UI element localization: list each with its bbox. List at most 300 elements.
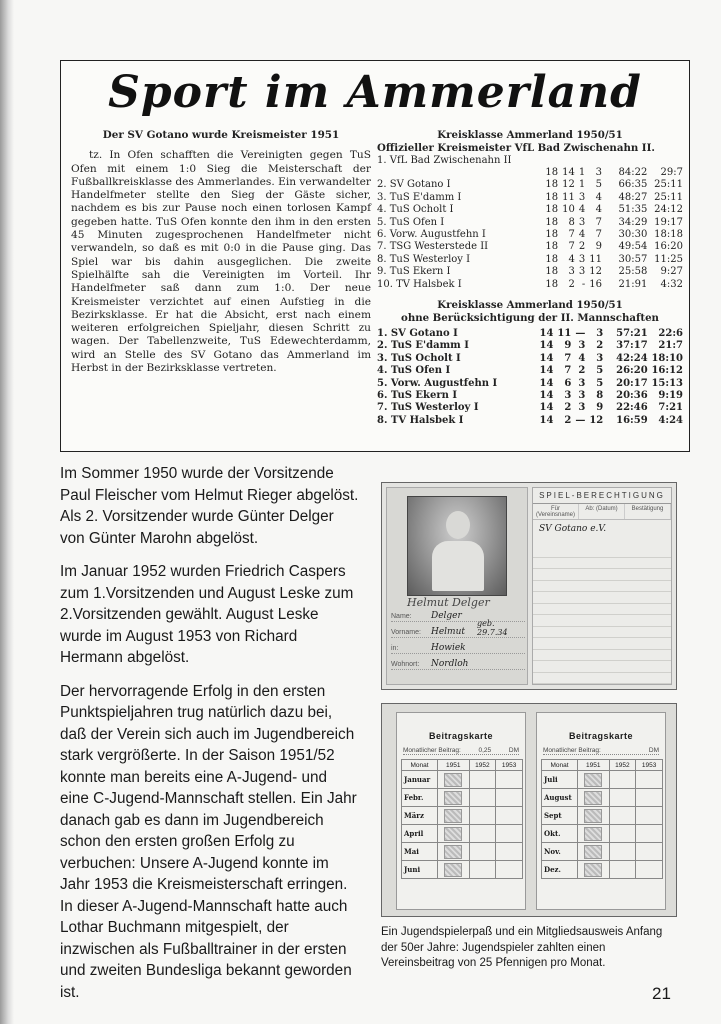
card-cell (578, 789, 610, 807)
card-month-row (402, 789, 523, 807)
goal-ratio: 25:58 (618, 266, 648, 278)
team-name: 1. SV Gotano I (377, 327, 458, 339)
draws (579, 155, 589, 167)
card-month-row (542, 807, 663, 825)
goal-ratio: 48:27 (618, 191, 648, 203)
team-name: 4. TuS Ocholt I (377, 204, 454, 216)
card-title: Beitragskarte (428, 731, 494, 741)
card-cell (609, 807, 636, 825)
team-name: 7. TSG Westerstede II (377, 241, 489, 253)
points: 15:13 (651, 377, 683, 389)
wins: 2 (568, 278, 575, 290)
body-paragraph-2: Im Januar 1952 wurden Friedrich Caspers zum 1.Vorsitzenden und August Leske zum 2.Vorsitzenden gewählt. August Leske wurde im August 1953 von Richard Hermann abgelöst. (60, 563, 354, 666)
table-row (377, 229, 683, 241)
table-row (377, 192, 683, 204)
pass-field-label: Name: (391, 613, 412, 620)
pass-field-label: Wohnort: (391, 661, 420, 668)
card-cell (469, 789, 496, 807)
eligibility-row (533, 592, 671, 604)
table-row (377, 402, 683, 414)
eligibility-row (533, 615, 671, 627)
card-fee-line (403, 747, 519, 755)
article-column (71, 129, 371, 375)
wins: 7 (568, 228, 575, 240)
card-cell (438, 789, 470, 807)
draws: 2 (578, 241, 586, 253)
losses (589, 155, 606, 167)
card-month: April (402, 825, 438, 843)
card-month-row (542, 771, 663, 789)
goal-ratio: 22:46 (616, 402, 648, 414)
card-cell (469, 825, 496, 843)
draws: 3 (578, 266, 586, 278)
card-month-row (402, 843, 523, 861)
contribution-stamp (584, 791, 602, 805)
games-played: 14 (539, 414, 554, 426)
goal-ratio: 57:21 (616, 327, 648, 339)
photo-caption: Ein Jugendspielerpaß und ein Mitgliedsausweis Anfang der 50er Jahre: Jugendspieler zahlten einen Vereinsbeitrag von 25 Pfennigen pro Monat. (381, 926, 663, 969)
losses: 11 (589, 253, 602, 265)
card-cell (469, 807, 496, 825)
wins: 4 (568, 253, 575, 265)
card-cell (496, 861, 523, 879)
body-paragraph-3: Der hervorragende Erfolg in den ersten Punktspieljahren trug natürlich dazu bei, daß der Verein sich auch im Jugendbereich stark vergrößerte. In der Saison 1951/52 konnte man bereits eine A-Jugend- und eine C-Jugend-Mannschaft stellen. Ein Jahr danach gab es dann im Jugendbereich schon den ersten großen Erfolg zu verbuchen: Unsere A-Jugend konnte im Jahr 1953 die Kreismeisterschaft erringen. In dieser A-Jugend-Mannschaft hatte auch Lothar Buchmann mitgespielt, der inzwischen als Fußballtrainer in der ersten und zweiten Bundesliga bekannt geworden ist. (60, 682, 357, 1001)
card-cell (636, 843, 663, 861)
card-month: Nov. (542, 843, 578, 861)
card-month-row (542, 843, 663, 861)
games-played: 18 (545, 216, 559, 228)
draws: 3 (578, 216, 586, 228)
wins: 2 (564, 402, 572, 414)
wins: 9 (564, 340, 572, 352)
league-tables-column (377, 129, 683, 427)
wins: 7 (564, 365, 572, 377)
points: 18:10 (651, 352, 683, 364)
points: 25:11 (654, 179, 683, 191)
card-year-header: 1953 (636, 760, 663, 771)
col-club: Für (Vereinsname) (533, 504, 579, 519)
card-month: März (402, 807, 438, 825)
team-name: 5. TuS Ofen I (377, 216, 445, 228)
card-cell (438, 825, 470, 843)
table-row (377, 241, 683, 253)
draws: — (575, 327, 586, 339)
team-name: 5. Vorw. Augustfehn I (377, 377, 498, 389)
card-cell (469, 843, 496, 861)
fee-label: Monatlicher Beitrag: (543, 747, 601, 754)
clipping-headline: Sport im Ammerland (108, 67, 642, 118)
losses: 5 (596, 377, 604, 389)
draws: 3 (578, 191, 586, 203)
draws: 3 (578, 402, 586, 414)
card-cell (496, 771, 523, 789)
points: 4:24 (658, 414, 683, 426)
table-row (377, 217, 683, 229)
pass-field-label: Vorname: (391, 629, 421, 636)
losses: 4 (595, 204, 602, 216)
table-row (377, 340, 683, 352)
losses: 5 (596, 365, 604, 377)
book-spine-shadow (0, 0, 14, 1024)
card-header-row (402, 760, 523, 771)
draws: - (581, 278, 586, 290)
eligibility-row (533, 604, 671, 616)
card-cell (578, 771, 610, 789)
draws: 3 (578, 340, 586, 352)
wins: 11 (557, 327, 572, 339)
points: 19:17 (654, 216, 683, 228)
pass-signature: Helmut Delger (407, 596, 490, 609)
card-cell (496, 843, 523, 861)
wins: 11 (562, 191, 575, 203)
table-row (377, 167, 683, 179)
points: 25:11 (654, 191, 683, 203)
draws: 3 (578, 377, 586, 389)
table1-title: Kreisklasse Ammerland 1950/51 (437, 129, 623, 141)
league-table-2 (377, 328, 683, 427)
team-name: 8. TV Halsbek I (377, 414, 464, 426)
card-right-table (541, 759, 663, 879)
games-played: 18 (545, 253, 559, 265)
card-month: Juni (402, 861, 438, 879)
contribution-card-left (396, 712, 526, 910)
newspaper-clipping (60, 60, 690, 452)
card-cell (496, 807, 523, 825)
contribution-stamp (584, 863, 602, 877)
draws: — (575, 414, 586, 426)
card-month: Dez. (542, 861, 578, 879)
losses: 7 (595, 216, 602, 228)
losses: 7 (595, 228, 602, 240)
card-year-header: 1952 (609, 760, 636, 771)
eligibility-row (533, 638, 671, 650)
goal-ratio: 66:35 (618, 179, 648, 191)
card-header-row (542, 760, 663, 771)
points: 18:18 (654, 228, 683, 240)
points: 16:12 (651, 365, 683, 377)
body-paragraph-1: Im Sommer 1950 wurde der Vorsitzende Paul Fleischer vom Helmut Rieger abgelöst. Als 2. Vorsitzender wurde Günter Delger von Günter Marohn abgelöst. (60, 465, 359, 547)
losses: 3 (596, 327, 604, 339)
card-year-header: 1952 (469, 760, 496, 771)
card-cell (636, 771, 663, 789)
body-text (60, 463, 360, 1015)
wins: 12 (562, 179, 575, 191)
goal-ratio: 49:54 (618, 241, 648, 253)
membership-cards-photo (381, 703, 677, 917)
wins: 14 (562, 166, 575, 178)
card-month: Mai (402, 843, 438, 861)
article-title: Der SV Gotano wurde Kreismeister 1951 (102, 129, 340, 141)
losses: 16 (589, 278, 602, 290)
contribution-stamp (444, 863, 462, 877)
card-month-header: Monat (402, 760, 438, 771)
wins: 10 (562, 204, 575, 216)
contribution-stamp (444, 791, 462, 805)
eligibility-entry: SV Gotano e.V. (539, 524, 607, 534)
fee-currency: DM (648, 747, 659, 754)
contribution-stamp (584, 773, 602, 787)
card-cell (469, 861, 496, 879)
player-portrait-photo (407, 496, 507, 596)
card-cell (578, 843, 610, 861)
draws: 4 (578, 352, 586, 364)
player-pass-photo (381, 482, 677, 690)
losses: 8 (596, 390, 604, 401)
card-cell (578, 825, 610, 843)
page-number: 21 (652, 984, 671, 1003)
pass-field-extra: geb. 29.7.34 (477, 619, 508, 637)
wins: 3 (564, 390, 572, 401)
losses: 9 (596, 402, 604, 414)
wins: 7 (564, 352, 572, 364)
losses: 3 (595, 166, 602, 178)
games-played: 18 (545, 228, 559, 240)
contribution-card-right (536, 712, 666, 910)
goal-ratio: 16:59 (616, 414, 648, 426)
card-month-row (402, 771, 523, 789)
card-cell (609, 843, 636, 861)
pass-field-label: in: (391, 645, 399, 652)
goal-ratio: 84:22 (618, 166, 648, 178)
losses: 9 (595, 241, 602, 253)
team-name: 10. TV Halsbek I (377, 278, 462, 290)
table-row (377, 179, 683, 191)
eligibility-row (533, 673, 671, 685)
contribution-stamp (444, 773, 462, 787)
team-name (377, 167, 545, 179)
goal-ratio: 34:29 (618, 216, 648, 228)
contribution-stamp (444, 827, 462, 841)
team-name: 3. TuS E'damm I (377, 191, 462, 203)
table-row (377, 390, 683, 402)
goal-ratio: 26:20 (616, 365, 648, 377)
card-month: Okt. (542, 825, 578, 843)
card-month-row (402, 807, 523, 825)
table-row (377, 279, 683, 291)
table1-subtitle: Offizieller Kreismeister VfL Bad Zwischenahn II. (377, 142, 655, 154)
table-row (377, 353, 683, 365)
card-cell (438, 807, 470, 825)
points: 7:21 (658, 402, 683, 414)
pass-id-page (386, 487, 528, 685)
eligibility-row (533, 627, 671, 639)
wins: 7 (568, 241, 575, 253)
card-month: Febr. (402, 789, 438, 807)
wins: 6 (564, 377, 572, 389)
card-month-row (542, 789, 663, 807)
card-cell (609, 771, 636, 789)
card-month-row (402, 861, 523, 879)
card-month-header: Monat (542, 760, 578, 771)
card-cell (636, 789, 663, 807)
card-month: Januar (402, 771, 438, 789)
card-year-header: 1951 (438, 760, 470, 771)
games-played (545, 155, 562, 167)
col-date: Ab: (Datum) (579, 504, 625, 519)
card-cell (609, 825, 636, 843)
card-cell (609, 789, 636, 807)
team-name: 2. TuS E'damm I (377, 340, 469, 352)
team-name: 9. TuS Ekern I (377, 266, 451, 278)
eligibility-row (533, 569, 671, 581)
eligibility-row (533, 558, 671, 570)
losses: 12 (589, 414, 604, 426)
table2-title: Kreisklasse Ammerland 1950/51 (437, 298, 623, 311)
team-name: 1. VfL Bad Zwischenahn II (377, 154, 512, 166)
card-fee-line (543, 747, 659, 755)
contribution-stamp (444, 809, 462, 823)
goal-ratio: 30:57 (618, 253, 648, 265)
card-cell (438, 861, 470, 879)
games-played: 14 (539, 390, 554, 401)
card-cell (469, 771, 496, 789)
points: 16:20 (654, 241, 683, 253)
table-row (377, 266, 683, 278)
wins (562, 155, 579, 167)
games-played: 18 (545, 204, 559, 216)
losses: 5 (595, 179, 602, 191)
card-left-table (401, 759, 523, 879)
pass-field-value: Howiek (431, 643, 466, 653)
card-cell (578, 861, 610, 879)
col-confirm: Bestätigung (625, 504, 671, 519)
games-played: 18 (545, 241, 559, 253)
card-title: Beitragskarte (568, 731, 634, 741)
draws: 1 (578, 179, 586, 191)
table-row (377, 254, 683, 266)
points: 9:19 (658, 390, 683, 401)
draws: 4 (578, 204, 586, 216)
points: 9:27 (660, 266, 683, 278)
games-played: 14 (539, 402, 554, 414)
games-played: 14 (539, 327, 554, 339)
losses: 3 (596, 352, 604, 364)
pass-field-row (391, 619, 525, 638)
points: 4:32 (660, 278, 683, 290)
wins: 2 (564, 414, 572, 426)
card-cell (636, 807, 663, 825)
contribution-stamp (444, 845, 462, 859)
games-played: 14 (539, 352, 554, 364)
pass-field-row (391, 640, 525, 654)
team-name: 3. TuS Ocholt I (377, 352, 461, 364)
losses: 4 (595, 191, 602, 203)
pass-field-value: Nordloh (431, 659, 469, 669)
card-month-row (542, 825, 663, 843)
pass-field-row (391, 656, 525, 670)
eligibility-row (533, 650, 671, 662)
table-row (377, 155, 683, 167)
draws: 2 (578, 365, 586, 377)
points: 24:12 (654, 204, 683, 216)
draws: 3 (578, 390, 586, 401)
card-cell (496, 825, 523, 843)
pass-eligibility-page (532, 487, 672, 685)
points: 21:7 (658, 340, 683, 352)
table2-subtitle: ohne Berücksichtigung der II. Mannschaften (401, 311, 659, 324)
goal-ratio: 30:30 (618, 228, 648, 240)
games-played: 18 (545, 179, 559, 191)
fee-value: 0,25 (478, 747, 492, 754)
article-text: tz. In Ofen schafften die Vereinigten gegen TuS Ofen mit einem 1:0 Sieg die Meisterschaft der Fußballkreisklasse des Ammerlandes. Ein verwandelter Handelfmeter stellte den Sieg der Gäste sicher, nachdem es bis zur Pause noch einen torlosen Kampf gegeben hatte. TuS Ofen konnte den ihm in den ersten 45 Minuten zugesprochenen Handelfmeter nicht verwandeln, so daß es mit 0:0 in die Pause ging. Das Spiel war bis dahin ausgeglichen. Die zweite Spielhälfte sah die Vereinigten im Vorteil. Ihr Handelfmeter saß dann zum 1:0. Der neue Kreismeister verzichtet auf einen Aufstieg in die Bezirksklasse. Er hat die Absicht, erst nach einem weiteren erfolgreichen Spieljahr, diesen Schritt zu wagen. Der Tabellenzweite, TuS Edewechterdamm, wird an Stelle des SV Gotano das Ammerland im Herbst in der Bezirksklasse vertreten. (71, 149, 371, 375)
pass-field-value: Delger (431, 611, 462, 621)
table-row (377, 204, 683, 216)
table-row (377, 415, 683, 427)
card-month-row (542, 861, 663, 879)
wins: 8 (568, 216, 575, 228)
goal-ratio: 20:36 (616, 390, 648, 401)
fee-label: Monatlicher Beitrag: (403, 747, 461, 754)
card-year-header: 1953 (496, 760, 523, 771)
team-name: 4. TuS Ofen I (377, 365, 451, 377)
games-played: 14 (539, 365, 554, 377)
losses: 2 (596, 340, 604, 352)
team-name: 2. SV Gotano I (377, 179, 451, 191)
eligibility-row (533, 581, 671, 593)
goal-ratio: 37:17 (616, 340, 648, 352)
card-month: August (542, 789, 578, 807)
card-month-row (402, 825, 523, 843)
games-played: 18 (545, 191, 559, 203)
team-name: 6. TuS Ekern I (377, 390, 458, 401)
team-name: 8. TuS Westerloy I (377, 253, 471, 265)
league-table-1 (377, 155, 683, 291)
goal-ratio (606, 155, 647, 167)
table-row (377, 328, 683, 340)
table-row (377, 365, 683, 377)
losses: 12 (589, 266, 602, 278)
card-cell (578, 807, 610, 825)
contribution-stamp (584, 827, 602, 841)
pass-fields (391, 608, 525, 672)
games-played: 14 (539, 340, 554, 352)
team-name: 6. Vorw. Augustfehn I (377, 228, 486, 240)
draws: 3 (578, 253, 586, 265)
card-month: Sept (542, 807, 578, 825)
card-cell (496, 789, 523, 807)
card-cell (609, 861, 636, 879)
wins: 3 (568, 266, 575, 278)
card-cell (438, 771, 470, 789)
draws: 4 (578, 228, 586, 240)
contribution-stamp (584, 845, 602, 859)
fee-currency: DM (508, 747, 519, 754)
points: 11:25 (654, 253, 683, 265)
goal-ratio: 21:91 (618, 278, 648, 290)
eligibility-row (533, 546, 671, 558)
goal-ratio: 42:24 (616, 352, 648, 364)
card-month: Juli (542, 771, 578, 789)
card-cell (636, 825, 663, 843)
eligibility-row (533, 661, 671, 673)
card-cell (438, 843, 470, 861)
pass-field-value: Helmut (431, 627, 466, 637)
points (647, 155, 683, 167)
eligibility-header: SPIEL-BERECHTIGUNG (533, 488, 671, 504)
contribution-stamp (584, 809, 602, 823)
goal-ratio: 51:35 (618, 204, 648, 216)
games-played: 18 (545, 278, 559, 290)
games-played: 18 (545, 266, 559, 278)
eligibility-columns (533, 504, 671, 520)
card-cell (636, 861, 663, 879)
goal-ratio: 20:17 (616, 377, 648, 389)
points: 22:6 (658, 327, 683, 339)
card-year-header: 1951 (578, 760, 610, 771)
team-name: 7. TuS Westerloy I (377, 402, 479, 414)
points: 29:7 (660, 166, 683, 178)
table-row (377, 378, 683, 390)
